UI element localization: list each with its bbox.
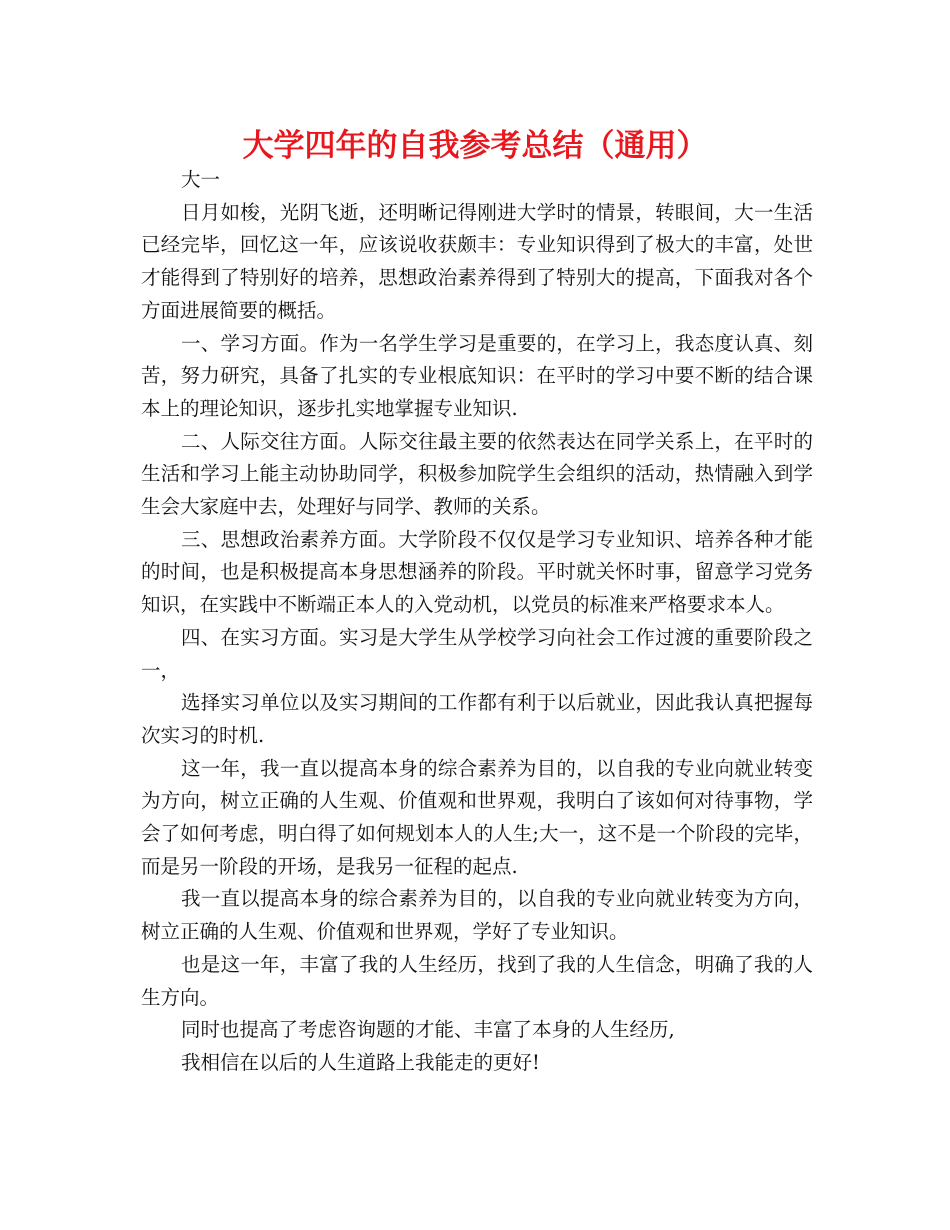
document-body <box>141 164 813 1080</box>
paragraph-intro: 日月如梭，光阴飞逝，还明晰记得刚进大学时的情景，转眼间，大一生活已经完毕，回忆这一年，应该说收获颇丰：专业知识得到了极大的丰富，处世才能得到了特别好的培养，思想政治素养得到了特别大的提高，下面我对各个方面进展简要的概括。 <box>141 200 813 322</box>
paragraph-skills: 同时也提高了考虑咨询题的才能、丰富了本身的人生经历, <box>180 1018 675 1042</box>
paragraph-improvement: 我一直以提高本身的综合素养为目的，以自我的专业向就业转变为方向，树立正确的人生观、价值观和世界观，学好了专业知识。 <box>141 887 813 944</box>
paragraph-experience: 也是这一年，丰富了我的人生经历，找到了我的人生信念，明确了我的人生方向。 <box>141 952 813 1009</box>
paragraph-study: 一、学习方面。作为一名学生学习是重要的，在学习上，我态度认真、刻苦，努力研究，具备了扎实的专业根底知识：在平时的学习中要不断的结合课本上的理论知识，逐步扎实地掌握专业知识. <box>141 331 813 420</box>
paragraph-internship-continued: 选择实习单位以及实习期间的工作都有利于以后就业，因此我认真把握每次实习的时机. <box>141 691 813 747</box>
paragraph-internship: 四、在实习方面。实习是大学生从学校学习向社会工作过渡的重要阶段之一， <box>141 625 813 682</box>
paragraph-interpersonal: 二、人际交往方面。人际交往最主要的依然表达在同学关系上，在平时的生活和学习上能主动协助同学，积极参加院学生会组织的活动，热情融入到学生会大家庭中去，处理好与同学、教师的关系。 <box>141 429 813 519</box>
paragraph-heading-year-one: 大一 <box>180 168 220 191</box>
document-title: 大学四年的自我参考总结（通用） <box>242 128 708 164</box>
paragraph-political: 三、思想政治素养方面。大学阶段不仅仅是学习专业知识、培养各种才能的时间，也是积极提高本身思想涵养的阶段。平时就关怀时事，留意学习党务知识，在实践中不断端正本人的入党动机，以党员的标准来严格要求本人。 <box>141 527 813 617</box>
paragraph-this-year: 这一年，我一直以提高本身的综合素养为目的，以自我的专业向就业转变为方向，树立正确的人生观、价值观和世界观，我明白了该如何对待事物，学会了如何考虑，明白得了如何规划本人的人生;大一，这不是一个阶段的完毕，而是另一阶段的开场，是我另一征程的起点. <box>141 756 813 878</box>
paragraph-closing: 我相信在以后的人生道路上我能走的更好! <box>180 1050 540 1074</box>
